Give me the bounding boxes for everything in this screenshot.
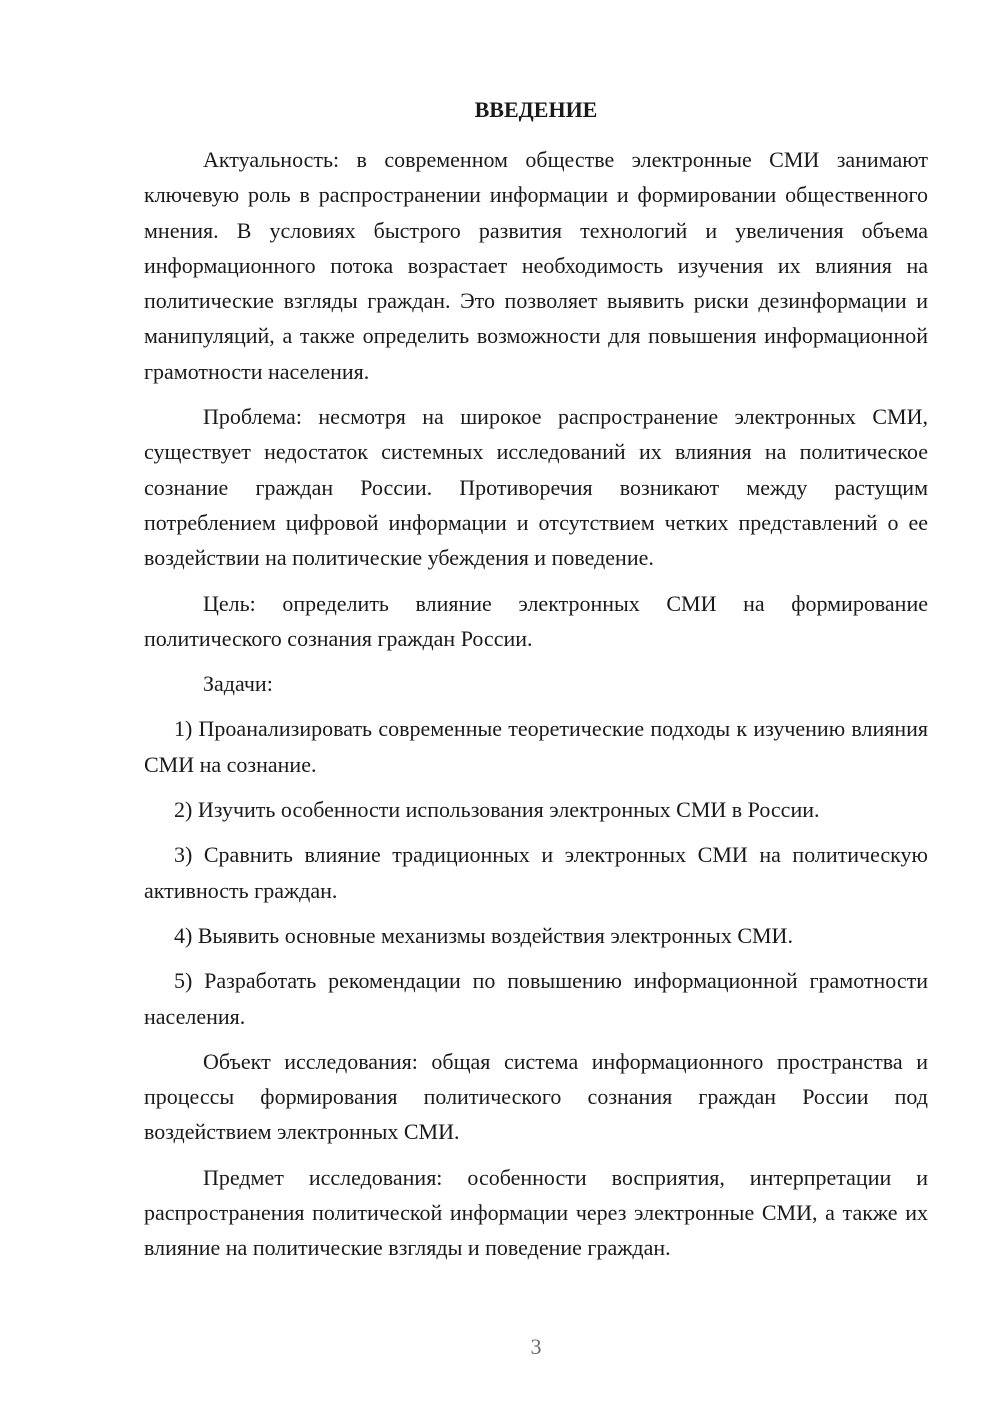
task-item-2: 2) Изучить особенности использования электронных СМИ в России.: [174, 797, 820, 823]
task-item-5: 5) Разработать рекомендации по повышению информационной грамотности населения.: [144, 968, 928, 1029]
subject-paragraph: Предмет исследования: особенности восприятия, интерпретации и распространения политической информации через электронные СМИ, а также их влияние на политические взгляды и поведение граждан.: [144, 1164, 928, 1261]
task-item-3: 3) Сравнить влияние традиционных и электронных СМИ на политическую активность граждан.: [144, 842, 928, 903]
object-paragraph: Объект исследования: общая система информационного пространства и процессы формирования политического сознания граждан России под воздействием электронных СМИ.: [144, 1048, 928, 1145]
relevance-paragraph: Актуальность: в современном обществе электронные СМИ занимают ключевую роль в распространении информации и формировании общественного мнения. В условиях быстрого развития технологий и увеличения объема информационного потока возрастает необходимость изучения их влияния на политические взгляды граждан. Это позволяет выявить риски дезинформации и манипуляций, а также определить возможности для повышения информационной грамотности населения.: [144, 147, 928, 384]
task-item-1: 1) Проанализировать современные теоретические подходы к изучению влияния СМИ на сознание.: [144, 716, 928, 777]
problem-paragraph: Проблема: несмотря на широкое распространение электронных СМИ, существует недостаток системных исследований их влияния на политическое сознание граждан России. Противоречия возникают между растущим потреблением цифровой информации и отсутствием четких представлений о ее воздействии на политические убеждения и поведение.: [144, 404, 928, 571]
goal-paragraph: Цель: определить влияние электронных СМИ на формирование политического сознания граждан России.: [144, 590, 928, 651]
section-heading: ВВЕДЕНИЕ: [474, 97, 598, 122]
document-page: [144, 96, 928, 1276]
tasks-label: Задачи:: [203, 671, 273, 697]
task-item-4: 4) Выявить основные механизмы воздействия электронных СМИ.: [174, 922, 793, 948]
page-number: 3: [530, 1334, 542, 1359]
